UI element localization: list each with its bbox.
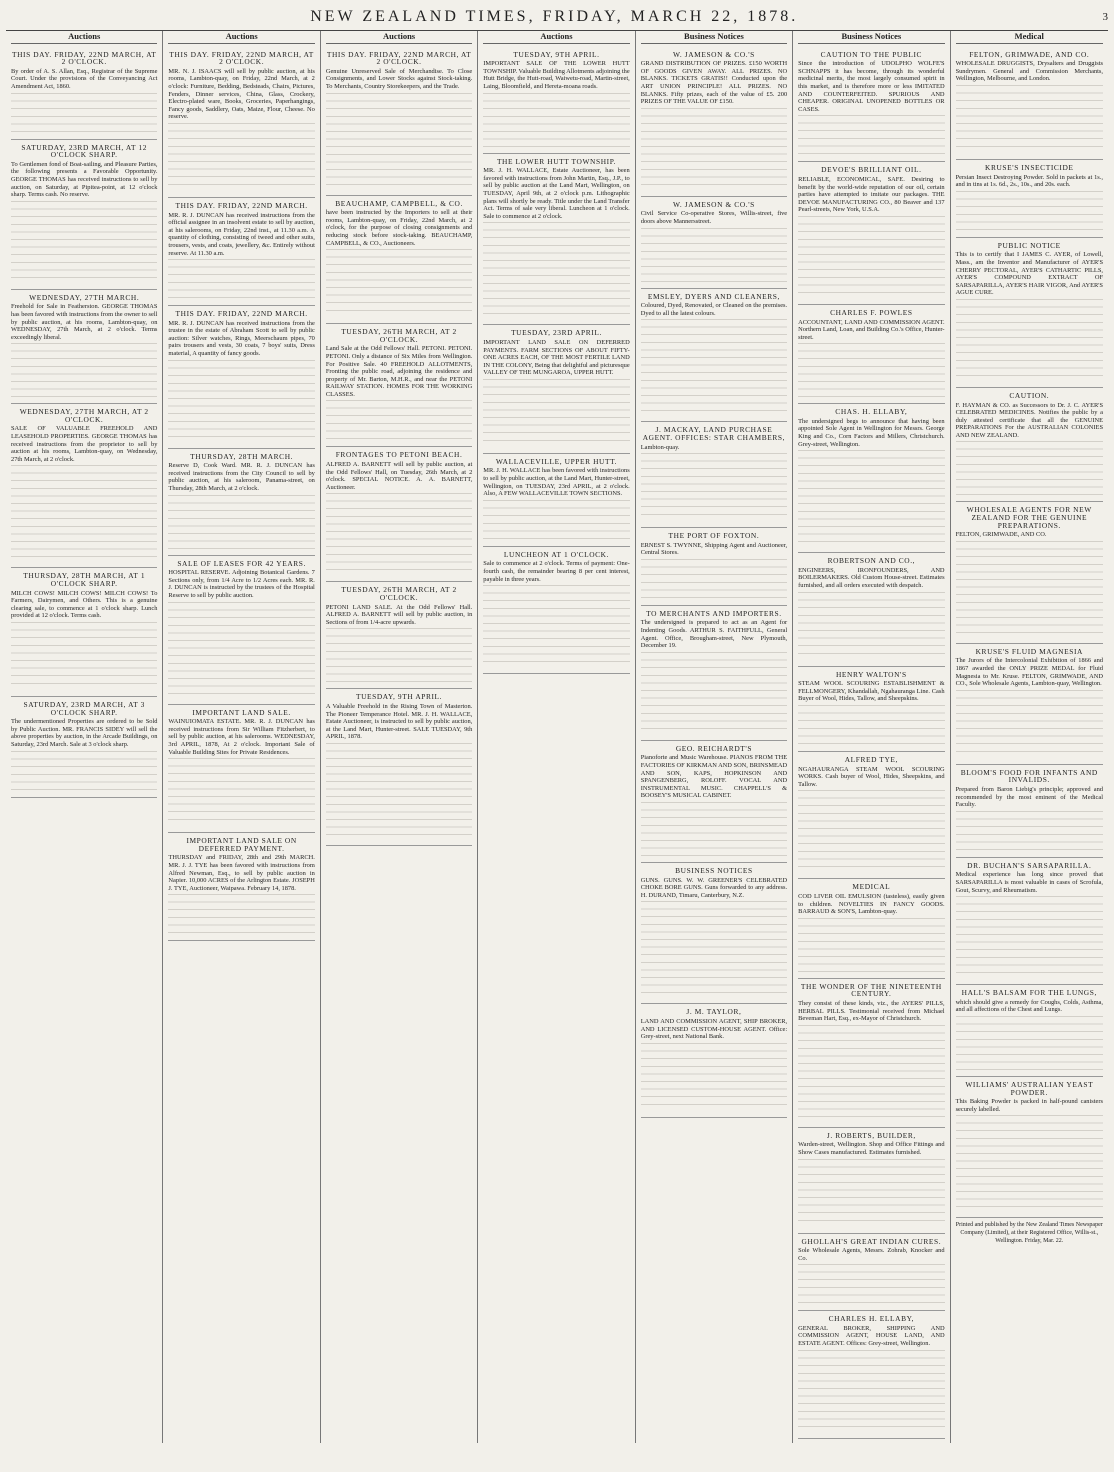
- ad-body: GUNS. GUNS. W. W. GREENER'S CELEBRATED CHOKE BORE GUNS. Guns forwarded to any address. H. DURAND, Timaru, Canterbury, N.Z.: [640, 876, 788, 899]
- ad-body-text-lines: [641, 108, 787, 190]
- advertisement: [956, 388, 1103, 503]
- ad-heading: KRUSE'S INSECTICIDE: [985, 162, 1074, 172]
- ad-body-text-lines: [798, 1025, 944, 1121]
- column-6: [793, 31, 950, 1443]
- ad-body-text-lines: [798, 705, 944, 745]
- advertisement: [326, 447, 472, 582]
- ad-body-text-lines: [956, 690, 1103, 758]
- ad-body-text-lines: [641, 453, 787, 521]
- advertisement: [798, 47, 944, 163]
- advertisement: [11, 697, 157, 798]
- ad-heading: LUNCHEON AT 1 O'CLOCK.: [503, 549, 610, 559]
- advertisement: [798, 752, 944, 879]
- advertisement: [798, 667, 944, 752]
- advertisement: [641, 741, 787, 863]
- ad-body-text-lines: [326, 400, 472, 440]
- masthead-title: NEW ZEALAND TIMES, FRIDAY, MARCH 22, 1878.: [310, 8, 799, 25]
- ad-body: COD LIVER OIL EMULSION (tasteless), easily given to children. NOVELTIES IN FANCY GOODS. BARRAUD & SON'S, Lambton-quay.: [798, 892, 945, 916]
- ad-heading: WEDNESDAY, 27TH MARCH, AT 2 O'CLOCK.: [19, 407, 149, 424]
- ad-body-text-lines: [798, 1264, 944, 1304]
- ad-body: Warden-street, Wellington. Shop and Office Fittings and Show Cases manufactured. Estimates furnished.: [798, 1141, 945, 1156]
- ad-body: LAND AND COMMISSION AGENT, SHIP BROKER, AND LICENSED CUSTOM-HOUSE AGENT. Office: Grey-street, next National Bank.: [640, 1017, 788, 1041]
- printer-imprint: Printed and published by the New Zealand Times Newspaper Company (Limited), at their Registered Office, Willis-st., Wellington. Friday, Mar. 22.: [955, 1222, 1103, 1244]
- column-header: Business Notices: [798, 33, 944, 44]
- ad-heading: KRUSE'S FLUID MAGNESIA: [975, 646, 1083, 656]
- advertisement: [11, 404, 157, 568]
- ad-heading: ALFRED TYE,: [844, 755, 898, 764]
- ad-body: IMPORTANT LAND SALE ON DEFERRED PAYMENTS. FARM SECTIONS OF ABOUT FIFTY-ONE ACRES EACH, OF THE MOST FERTILE LAND IN THE COLONY, Being that delightful and picturesque VALLEY OF THE MUNGAROA, UPPER HUTT.: [483, 338, 630, 377]
- ad-body: ACCOUNTANT, LAND AND COMMISSION AGENT. Northern Land, Loan, and Building Co.'s Office, Hunter-street.: [798, 318, 945, 341]
- ad-heading: FELTON, GRIMWADE, AND CO.: [969, 49, 1090, 59]
- ad-body: RELIABLE, ECONOMICAL, SAFE. Desiring to benefit by the world-wide reputation of our oil, certain parties have attempted to imitate our packages. THE DEVOE MANUFACTURING CO., 80 Beaver and 137 Pearl-streets, New York, U.S.A.: [798, 175, 945, 214]
- advertisement: [641, 47, 787, 197]
- ad-body: GENERAL BROKER, SHIPPING AND COMMISSION AGENT, HOUSE LAND, AND ESTATE AGENT. Offices: Grey-street, Wellington.: [798, 1324, 945, 1348]
- ad-body-text-lines: [798, 790, 944, 872]
- ad-body-text-lines: [168, 360, 314, 442]
- advertisement: [798, 404, 944, 553]
- ad-body-text-lines: [11, 201, 157, 283]
- ad-body: Genuine Unreserved Sale of Merchandise. To Close Consignments, and Lower Stocks against Stock-taking. To Merchants, Country Storekeepers, and the Trade.: [325, 67, 473, 90]
- ad-body-text-lines: [168, 259, 314, 299]
- ad-heading: DR. BUCHAN'S SARSAPARILLA.: [967, 860, 1092, 870]
- ad-heading: ROBERTSON AND CO.,: [827, 556, 916, 566]
- ad-body-text-lines: [483, 222, 629, 318]
- ad-body: Lambton-quay.: [640, 443, 680, 451]
- column-1: [6, 31, 163, 1443]
- ad-heading: THE PORT OF FOXTON.: [668, 531, 760, 541]
- advertisement: [641, 422, 787, 528]
- ad-body: The undersigned begs to announce that having been appointed Sole Agent in Wellington for Messrs. George King and Co., Corn Factors and Millers, Christchurch. Grey-street, Wellington.: [798, 417, 945, 448]
- advertisement: [956, 985, 1103, 1077]
- ad-body: MILCH COWS! MILCH COWS! MILCH COWS! To Farmers, Dairymen, and Others. This is a genuine clearing sale, to commence at 1 o'clock sharp. Lunch provided at 12 o'clock. Terms cash.: [11, 589, 158, 620]
- ad-heading: MEDICAL: [852, 882, 891, 892]
- advertisement: [956, 238, 1103, 388]
- ad-body: have been instructed by the Importers to sell at their rooms, Lambton-quay, on Friday, 22nd March, at 2 o'clock, for the purpose of closing consignments and reducing stock before stock-taking. BEAUCHAMP, CAMPBELL, & CO., Auctioneers.: [325, 209, 473, 247]
- ad-body-text-lines: [168, 758, 314, 826]
- ad-body: NGAHAURANGA STEAM WOOL SCOURING WORKS. Cash buyer of Wool, Hides, Sheepskins, and Tallow.: [798, 765, 945, 788]
- ad-heading: CAUTION TO THE PUBLIC: [820, 49, 923, 59]
- ad-body: MR. N. J. ISAACS will sell by public auction, at his rooms, Lambton-quay, on Friday, 22nd March, at 2 o'clock: Furniture, Bedding, Bedsteads, Chairs, Pictures, Fenders, Dinner services, China, Glass, Crockery, Electro-plated ware, Books, Groceries, Paperhangings, Fancy goods, Saddlery, Oats, Maize, Flour, Cheese. No reserve.: [168, 67, 315, 121]
- advertisement: [641, 528, 787, 606]
- ad-heading: THIS DAY. FRIDAY, 22ND MARCH.: [175, 200, 308, 210]
- ad-heading: J. MACKAY, LAND PURCHASE AGENT. OFFICES: STAR CHAMBERS,: [642, 425, 786, 442]
- ad-body: ERNEST S. TWYNNE, Shipping Agent and Auctioneer, Central Stores.: [640, 541, 788, 557]
- ad-heading: TUESDAY, 9TH APRIL.: [513, 49, 600, 59]
- advertisement: [798, 1128, 944, 1234]
- ad-heading: TUESDAY, 23RD APRIL.: [511, 328, 602, 338]
- advertisement: [483, 454, 629, 547]
- ad-body: THURSDAY and FRIDAY, 28th and 29th MARCH. MR. J. J. TYE has been favored with instructions from Alfred Newman, Esq., to sell by public auction in Napier. 10,000 ACRES of the Arlington Estate. JOSEPH J. TYE, Auctioneer, Waipawa. February 14, 1878.: [168, 854, 315, 892]
- ad-body: F. HAYMAN & CO. as Successors to Dr. J. C. AYER'S CELEBRATED MEDICINES. Notifies the public by a duly attested certificate that all the GENUINE PREPARATIONS For the AUSTRALIAN COLONIES AND NEW ZEALAND.: [955, 401, 1103, 439]
- ad-body: This Baking Powder is packed in half-pound canisters securely labelled.: [955, 1098, 1103, 1113]
- ad-body: ALFRED A. BARNETT will sell by public auction, at the Odd Fellows' Hall, on Tuesday, 26th March, at 2 o'clock. SPECIAL NOTICE. A. A. BARNETT, Auctioneer.: [325, 461, 473, 491]
- advertisement: [326, 689, 472, 846]
- ad-heading: SALE OF LEASES FOR 42 YEARS.: [177, 558, 306, 568]
- ad-body-text-lines: [168, 894, 314, 934]
- ad-body: STEAM WOOL SCOURING ESTABLISHMENT & FELLMONGERY, Khandallah, Ngahauranga Line. Cash Buyer of Wool, Hides, Tallow, and Sheepskins.: [798, 680, 945, 703]
- advertisement: [483, 47, 629, 154]
- ad-heading: CAUTION.: [1009, 390, 1050, 400]
- ad-body: Medical experience has long since proved that SARSAPARILLA is most valuable in cases of Scrofula, Gout, Scurvy, and Rheumatism.: [955, 871, 1103, 894]
- ad-heading: TUESDAY, 26TH MARCH, AT 2 O'CLOCK.: [341, 585, 457, 603]
- ad-body-text-lines: [326, 493, 472, 575]
- ad-heading: THURSDAY, 28TH MARCH, AT 1 O'CLOCK SHARP.: [23, 571, 146, 589]
- ad-body: The undermentioned Properties are ordered to be Sold by Public Auction. MR. FRANCIS SIDEY will sell the above properties by auction, in the Arcade Buildings, on Saturday, 23rd March. Sale at 3 o'clock sharp.: [11, 718, 158, 748]
- advertisement: [483, 547, 629, 674]
- advertisement: [641, 606, 787, 741]
- advertisement: [956, 1077, 1103, 1218]
- columns-grid: [6, 31, 1108, 1443]
- ad-heading: HENRY WALTON'S: [835, 669, 907, 679]
- ad-body: SALE OF VALUABLE FREEHOLD AND LEASEHOLD PROPERTIES. GEORGE THOMAS has received instructions from the proprietor to sell by auction at his rooms, Lambton-quay, on Wednesday, 27th March, at 2 o'clock.: [11, 425, 158, 463]
- ad-body-text-lines: [11, 93, 157, 133]
- ad-body-text-lines: [956, 1115, 1103, 1211]
- advertisement: [168, 47, 314, 198]
- ad-body-text-lines: [641, 652, 787, 734]
- ad-body-text-lines: [798, 1159, 944, 1227]
- ad-heading: THIS DAY. FRIDAY, 22ND MARCH.: [175, 309, 308, 319]
- advertisement: [326, 582, 472, 689]
- ad-body-text-lines: [641, 559, 787, 599]
- ad-body-text-lines: [483, 379, 629, 447]
- ad-body-text-lines: [11, 343, 157, 397]
- ad-body: WHOLESALE DRUGGISTS, Drysalters and Druggists Sundrymen. General and Commission Merchants, Wellington, Melbourne, and London.: [955, 60, 1103, 83]
- ad-body: WAINUIOMATA ESTATE. MR. R. J. DUNCAN has received instructions from Sir William Fitzherbert, to sell by public auction, at his salerooms. WEDNESDAY, 3rd APRIL, 1878, At 2 o'clock. Important Sale of Valuable Building Sites for Private Residences.: [168, 718, 315, 756]
- ad-heading: GHOLLAH'S GREAT INDIAN CURES.: [801, 1236, 942, 1246]
- ad-heading: THE LOWER HUTT TOWNSHIP.: [496, 156, 617, 166]
- ad-body-text-lines: [326, 743, 472, 839]
- ad-body: This is to certify that I JAMES C. AYER, of Lowell, Mass., am the Inventor and Manufacturer of AYER'S CHERRY PECTORAL, AYER'S CATHARTIC PILLS, AYER'S COMPOUND EXTRACT OF SARSAPARILLA, AYER'S HAIR VIGOR, And AYER'S AGUE CURE.: [955, 251, 1103, 297]
- ad-body-text-lines: [168, 495, 314, 549]
- ad-heading: SATURDAY, 23RD MARCH, AT 12 O'CLOCK SHARP.: [21, 142, 148, 160]
- advertisement: [956, 765, 1103, 858]
- ad-body: MR. R. J. DUNCAN has received instructions from the official assignee in an insolvent estate to sell by auction, at his salerooms, on Friday, 22nd inst., at 11.30 a.m. A quantity of clothing, consisting of tweed and other suits, trousers, vests, and coats, jewellery, &c. Entirely without reserve. At 11.30 a.m.: [168, 211, 315, 257]
- ad-body-text-lines: [798, 1350, 944, 1432]
- advertisement: [11, 290, 157, 405]
- ad-body-text-lines: [326, 93, 472, 189]
- ad-heading: GEO. REICHARDT'S: [675, 743, 753, 753]
- ad-body: GRAND DISTRIBUTION OF PRIZES. £150 WORTH OF GOODS GIVEN AWAY. ALL PRIZES. NO BLANKS. TICKETS GRATIS!! Conducted upon the ART UNION PRINCIPLE! ALL PRIZES. NO BLANKS. Fifty prizes, each of the value of £5. 200 PRIZES OF THE VALUE OF £150.: [640, 60, 788, 106]
- ad-heading: J. M. TAYLOR,: [686, 1007, 742, 1017]
- ad-body-text-lines: [326, 249, 472, 317]
- column-header: Business Notices: [641, 33, 787, 44]
- ad-body-text-lines: [11, 751, 157, 791]
- column-3: [321, 31, 478, 1443]
- ad-heading: THURSDAY, 28TH MARCH.: [190, 451, 294, 461]
- advertisement: [483, 154, 629, 326]
- ad-body: To Gentlemen fond of Boat-sailing, and Pleasure Parties, the following presents a Favorable Opportunity. GEORGE THOMAS has received instructions to sell by auction, on Saturday, at Pipitea-point, at 12 o'clock sharp. Terms cash. No reserve.: [11, 160, 158, 199]
- ad-body-text-lines: [956, 1016, 1103, 1070]
- ad-heading: THIS DAY. FRIDAY, 22ND MARCH, AT 2 O'CLOCK.: [326, 49, 472, 67]
- advertisement: [11, 140, 157, 290]
- ad-heading: DEVOE'S BRILLIANT OIL.: [821, 165, 922, 175]
- column-header: Auctions: [483, 33, 629, 44]
- ad-body: Since the introduction of UDOLPHO WOLFE'S SCHNAPPS it has become, through its wonderful medicinal merits, the most largely consumed spirit in this market, and is therefore more or less IMITATED AND COUNTERFEITED. SPURIOUS AND CHEAPER. ORIGINAL UNOPENED BOTTLES OR CASES.: [798, 60, 945, 113]
- advertisement: [798, 553, 944, 666]
- ad-body-text-lines: [483, 500, 629, 540]
- ad-heading: WILLIAMS' AUSTRALIAN YEAST POWDER.: [965, 1079, 1094, 1097]
- ad-body-text-lines: [641, 802, 787, 856]
- ad-heading: FRONTAGES TO PETONI BEACH.: [335, 450, 463, 460]
- column-header: Auctions: [168, 33, 314, 44]
- ad-heading: PUBLIC NOTICE: [997, 240, 1061, 250]
- ad-heading: THE WONDER OF THE NINETEENTH CENTURY.: [800, 981, 942, 999]
- ad-body: MR. J. H. WALLACE has been favored with instructions to sell by public auction, at the Land Mart, Hunter-street, Wellington, on TUESDAY, 23rd APRIL, at 2 o'clock. Also, A FEW WALLACEVILLE TOWN SECTIONS.: [483, 467, 630, 498]
- ad-body: HOSPITAL RESERVE. Adjoining Botanical Gardens. 7 Sections only, from 1/4 Acre to 1/2 Acres each. MR. R. J. DUNCAN is instructed by the trustees of the Hospital Reserve to sell by public auction.: [168, 569, 315, 599]
- ad-body-text-lines: [798, 343, 944, 397]
- ad-heading: BLOOM'S FOOD FOR INFANTS AND INVALIDS.: [960, 767, 1098, 785]
- advertisement: [168, 705, 314, 834]
- ad-heading: THIS DAY. FRIDAY, 22ND MARCH, AT 2 O'CLOCK.: [11, 49, 157, 67]
- ad-body-text-lines: [483, 93, 629, 147]
- ad-body-text-lines: [798, 918, 944, 972]
- column-5: [636, 31, 793, 1443]
- advertisement: [168, 198, 314, 306]
- ad-body-text-lines: [326, 628, 472, 682]
- ad-body: Sale to commence at 2 o'clock. Terms of payment: One-fourth cash, the remainder bearing 8 per cent interest, payable in three years.: [483, 560, 630, 583]
- column-7: [951, 31, 1108, 1443]
- ad-body-text-lines: [641, 1043, 787, 1111]
- advertisement: [956, 502, 1103, 643]
- ad-body: A Valuable Freehold in the Rising Town of Masterton. The Pioneer Temperance Hotel. MR. J. H. WALLACE, Estate Auctioneer, is instructed to sell by public auction, at the Land Mart, Hunter-street. SALE TUESDAY, 9th APRIL, 1878.: [325, 703, 473, 741]
- ad-heading: W. JAMESON & CO.'S: [672, 49, 755, 59]
- ad-heading: WALLACEVILLE, UPPER HUTT.: [495, 456, 618, 466]
- ad-body: Freehold for Sale in Featherston. GEORGE THOMAS has been favored with instructions from the owner to sell by public auction, at his rooms, Lambton-quay, on WEDNESDAY, 27th March, at 2 o'clock. Terms exceedingly liberal.: [11, 303, 158, 341]
- advertisement: [11, 568, 157, 697]
- ad-heading: W. JAMESON & CO.'S: [672, 199, 755, 209]
- ad-body-text-lines: [641, 228, 787, 282]
- ad-heading: J. ROBERTS, BUILDER,: [826, 1130, 916, 1140]
- advertisement: [168, 306, 314, 449]
- ad-heading: CHARLES F. POWLES: [830, 307, 913, 317]
- advertisement: [326, 47, 472, 196]
- ad-heading: CHARLES H. ELLABY,: [828, 1314, 915, 1324]
- ad-body: Pianoforte and Music Warehouse. PIANOS FROM THE FACTORIES OF KIRKMAN AND SON, BRINSMEAD AND SON, KAPS, HOPKINSON AND SPANGENBERG, ROLOFF. VOCAL AND INSTRUMENTAL MUSIC. CHAPPELL'S & BOOSEY'S MUSICAL CABINET.: [640, 754, 788, 800]
- advertisement: [483, 325, 629, 454]
- advertisement: [168, 449, 314, 556]
- ad-body-text-lines: [956, 896, 1103, 978]
- page-number: 3: [1102, 11, 1108, 23]
- ad-heading: TUESDAY, 9TH APRIL.: [355, 692, 443, 702]
- ad-heading: EMSLEY, DYERS AND CLEANERS,: [647, 291, 780, 301]
- ad-body-text-lines: [798, 115, 944, 155]
- ad-heading: TO MERCHANTS AND IMPORTERS.: [646, 608, 782, 618]
- advertisement: [168, 556, 314, 705]
- advertisement: [956, 47, 1103, 160]
- ad-body-text-lines: [11, 465, 157, 561]
- ad-body: They consist of these kinds, viz., the AYERS' PILLS, HERBAL PILLS. Testimonial received from Michael Beveman Hart, Esq., ex-Mayor of Christchurch.: [798, 999, 945, 1023]
- ad-body-text-lines: [956, 541, 1103, 637]
- ad-body: Persian Insect Destroying Powder. Sold in packets at 1s., and in tins at 1s. 6d., 2s., 10s., and 20s. each.: [955, 173, 1103, 189]
- ad-body: FELTON, GRIMWADE, AND CO.: [955, 531, 1047, 539]
- ad-heading: IMPORTANT LAND SALE ON DEFERRED PAYMENT.: [186, 836, 297, 853]
- advertisement: [641, 197, 787, 289]
- ad-body: which should give a remedy for Coughs, Colds, Asthma, and all affections of the Chest and Lungs.: [955, 998, 1103, 1014]
- ad-body: Sole Wholesale Agents, Messrs. Zohrab, Knocker and Co.: [798, 1247, 945, 1262]
- ad-body: Land Sale at the Odd Fellows' Hall. PETONI. PETONI. PETONI. Only a distance of Six Miles from Wellington. For Positive Sale. 40 FREEHOLD ALLOTMENTS, Fronting the public road, adjoining the residence and property of Mr. Barton, M.H.R., and near the PETONI RAILWAY STATION. HOMES FOR THE WORKING CLASSES.: [325, 345, 473, 398]
- advertisement: [798, 979, 944, 1128]
- advertisement: [798, 305, 944, 404]
- ad-body: By order of A. S. Allan, Esq., Registrar of the Supreme Court. Under the provisions of the Conveyancing Act Amendment Act, 1860.: [11, 67, 158, 90]
- ad-body: Civil Service Co-operative Stores, Willis-street, five doors above Mannersstreet.: [640, 210, 788, 225]
- advertisement: [956, 644, 1103, 765]
- ad-body: Prepared from Baron Liebig's principle; approved and recommended by the most eminent of the Medical Faculty.: [955, 786, 1103, 809]
- ad-heading: TUESDAY, 26TH MARCH, AT 2 O'CLOCK.: [341, 327, 457, 344]
- ad-body-text-lines: [798, 450, 944, 546]
- ad-body-text-lines: [956, 441, 1103, 495]
- column-2: [163, 31, 320, 1443]
- ad-heading: BEAUCHAMP, CAMPBELL, & CO.: [335, 198, 463, 208]
- ad-body-text-lines: [956, 811, 1103, 851]
- advertisement: [326, 196, 472, 325]
- ad-heading: SATURDAY, 23RD MARCH, AT 3 O'CLOCK SHARP.: [23, 700, 145, 717]
- ad-heading: IMPORTANT LAND SALE.: [192, 707, 291, 717]
- ad-body-text-lines: [956, 85, 1103, 153]
- ad-heading: CHAS. H. ELLABY,: [835, 407, 908, 417]
- ad-body-text-lines: [956, 191, 1103, 231]
- ad-body: MR. J. H. WALLACE, Estate Auctioneer, has been favored with instructions from John Martin, Esq., J.P., to sell by public auction at the Land Mart, Wellington, on TUESDAY, April 9th, at 2 o'clock p.m. Lithographic plans will shortly be ready. Title under the Land Transfer Act. Terms of sale very liberal. Luncheon at 1 o'clock. Sale to commence at 2 o'clock.: [483, 167, 630, 220]
- advertisement: [956, 858, 1103, 985]
- ad-body-text-lines: [168, 123, 314, 191]
- ad-body: The undersigned is prepared to act as an Agent for Indenting Goods. ARTHUR S. FAITHFULL, General Agent. Office, Brougham-street, New Plymouth, December 19.: [640, 619, 788, 650]
- column-header: Auctions: [11, 33, 157, 44]
- ad-body: Coloured, Dyed, Renovated, or Cleaned on the premises. Dyed to all the latest colours.: [640, 302, 788, 317]
- ad-body-text-lines: [798, 216, 944, 298]
- advertisement: [641, 863, 787, 1004]
- advertisement: [798, 1234, 944, 1312]
- ad-heading: WEDNESDAY, 27TH MARCH.: [29, 292, 140, 302]
- ad-body-text-lines: [641, 901, 787, 997]
- advertisement: [798, 879, 944, 978]
- ad-heading: WHOLESALE AGENTS FOR NEW ZEALAND FOR THE GENUINE PREPARATIONS.: [966, 505, 1092, 530]
- ad-heading: HALL'S BALSAM FOR THE LUNGS,: [961, 988, 1097, 998]
- ad-body: PETONI LAND SALE. At the Odd Fellows' Hall. ALFRED A. BARNETT will sell by public auction, in Sections of from 1/4-acre upwards.: [325, 603, 473, 626]
- ad-body-text-lines: [483, 585, 629, 667]
- ad-body: ENGINEERS, IRONFOUNDERS, AND BOILERMAKERS. Old Custom House-street. Estimates furnished, and all orders executed with despatch.: [798, 566, 945, 590]
- ad-body-text-lines: [798, 592, 944, 660]
- advertisement: [641, 1004, 787, 1117]
- column-4: [478, 31, 635, 1443]
- ad-body-text-lines: [641, 319, 787, 415]
- advertisement: [11, 47, 157, 140]
- ad-body: MR. R. J. DUNCAN has received instructions from the trustee in the estate of Abraham Scott to sell by public auction: Silver watches, Rings, Meerschaum pipes, 70 pairs trousers and vests, 30 coats, 7 boys' suits, Dress material, A quantity of fancy goods.: [168, 319, 315, 358]
- advertisement: [641, 289, 787, 423]
- ad-heading: THIS DAY. FRIDAY, 22ND MARCH, AT 2 O'CLOCK.: [169, 49, 314, 67]
- column-header: Medical: [956, 33, 1103, 44]
- ad-body: IMPORTANT SALE OF THE LOWER HUTT TOWNSHIP. Valuable Building Allotments adjoining the Hutt Bridge, the Hutt-road, Waiwetu-road, Martin-street, Laing, Bloomfield, and Hereta-moana roads.: [483, 60, 630, 90]
- advertisement: [168, 833, 314, 941]
- column-header: Auctions: [326, 33, 472, 44]
- ad-body: The Jurors of the Intercolonial Exhibition of 1866 and 1867 awarded the ONLY PRIZE MEDAL for Fluid Magnesia to Mr. Kruse. FELTON, GRIMWADE, AND CO., Sole Wholesale Agents, Lambton-quay, Wellington.: [955, 657, 1103, 688]
- masthead: [6, 4, 1108, 31]
- advertisement: [956, 160, 1103, 238]
- advertisement: [798, 1311, 944, 1438]
- advertisement: [326, 324, 472, 447]
- ad-body-text-lines: [956, 299, 1103, 381]
- ad-body: Reserve D, Cook Ward. MR. R. J. DUNCAN has received instructions from the City Council to sell by public auction, at his saleroom, Panama-street, on Thursday, 28th March, at 2 o'clock.: [168, 462, 315, 493]
- ad-heading: BUSINESS NOTICES: [675, 866, 753, 875]
- ad-body-text-lines: [11, 622, 157, 690]
- advertisement: [798, 162, 944, 305]
- ad-body-text-lines: [168, 602, 314, 698]
